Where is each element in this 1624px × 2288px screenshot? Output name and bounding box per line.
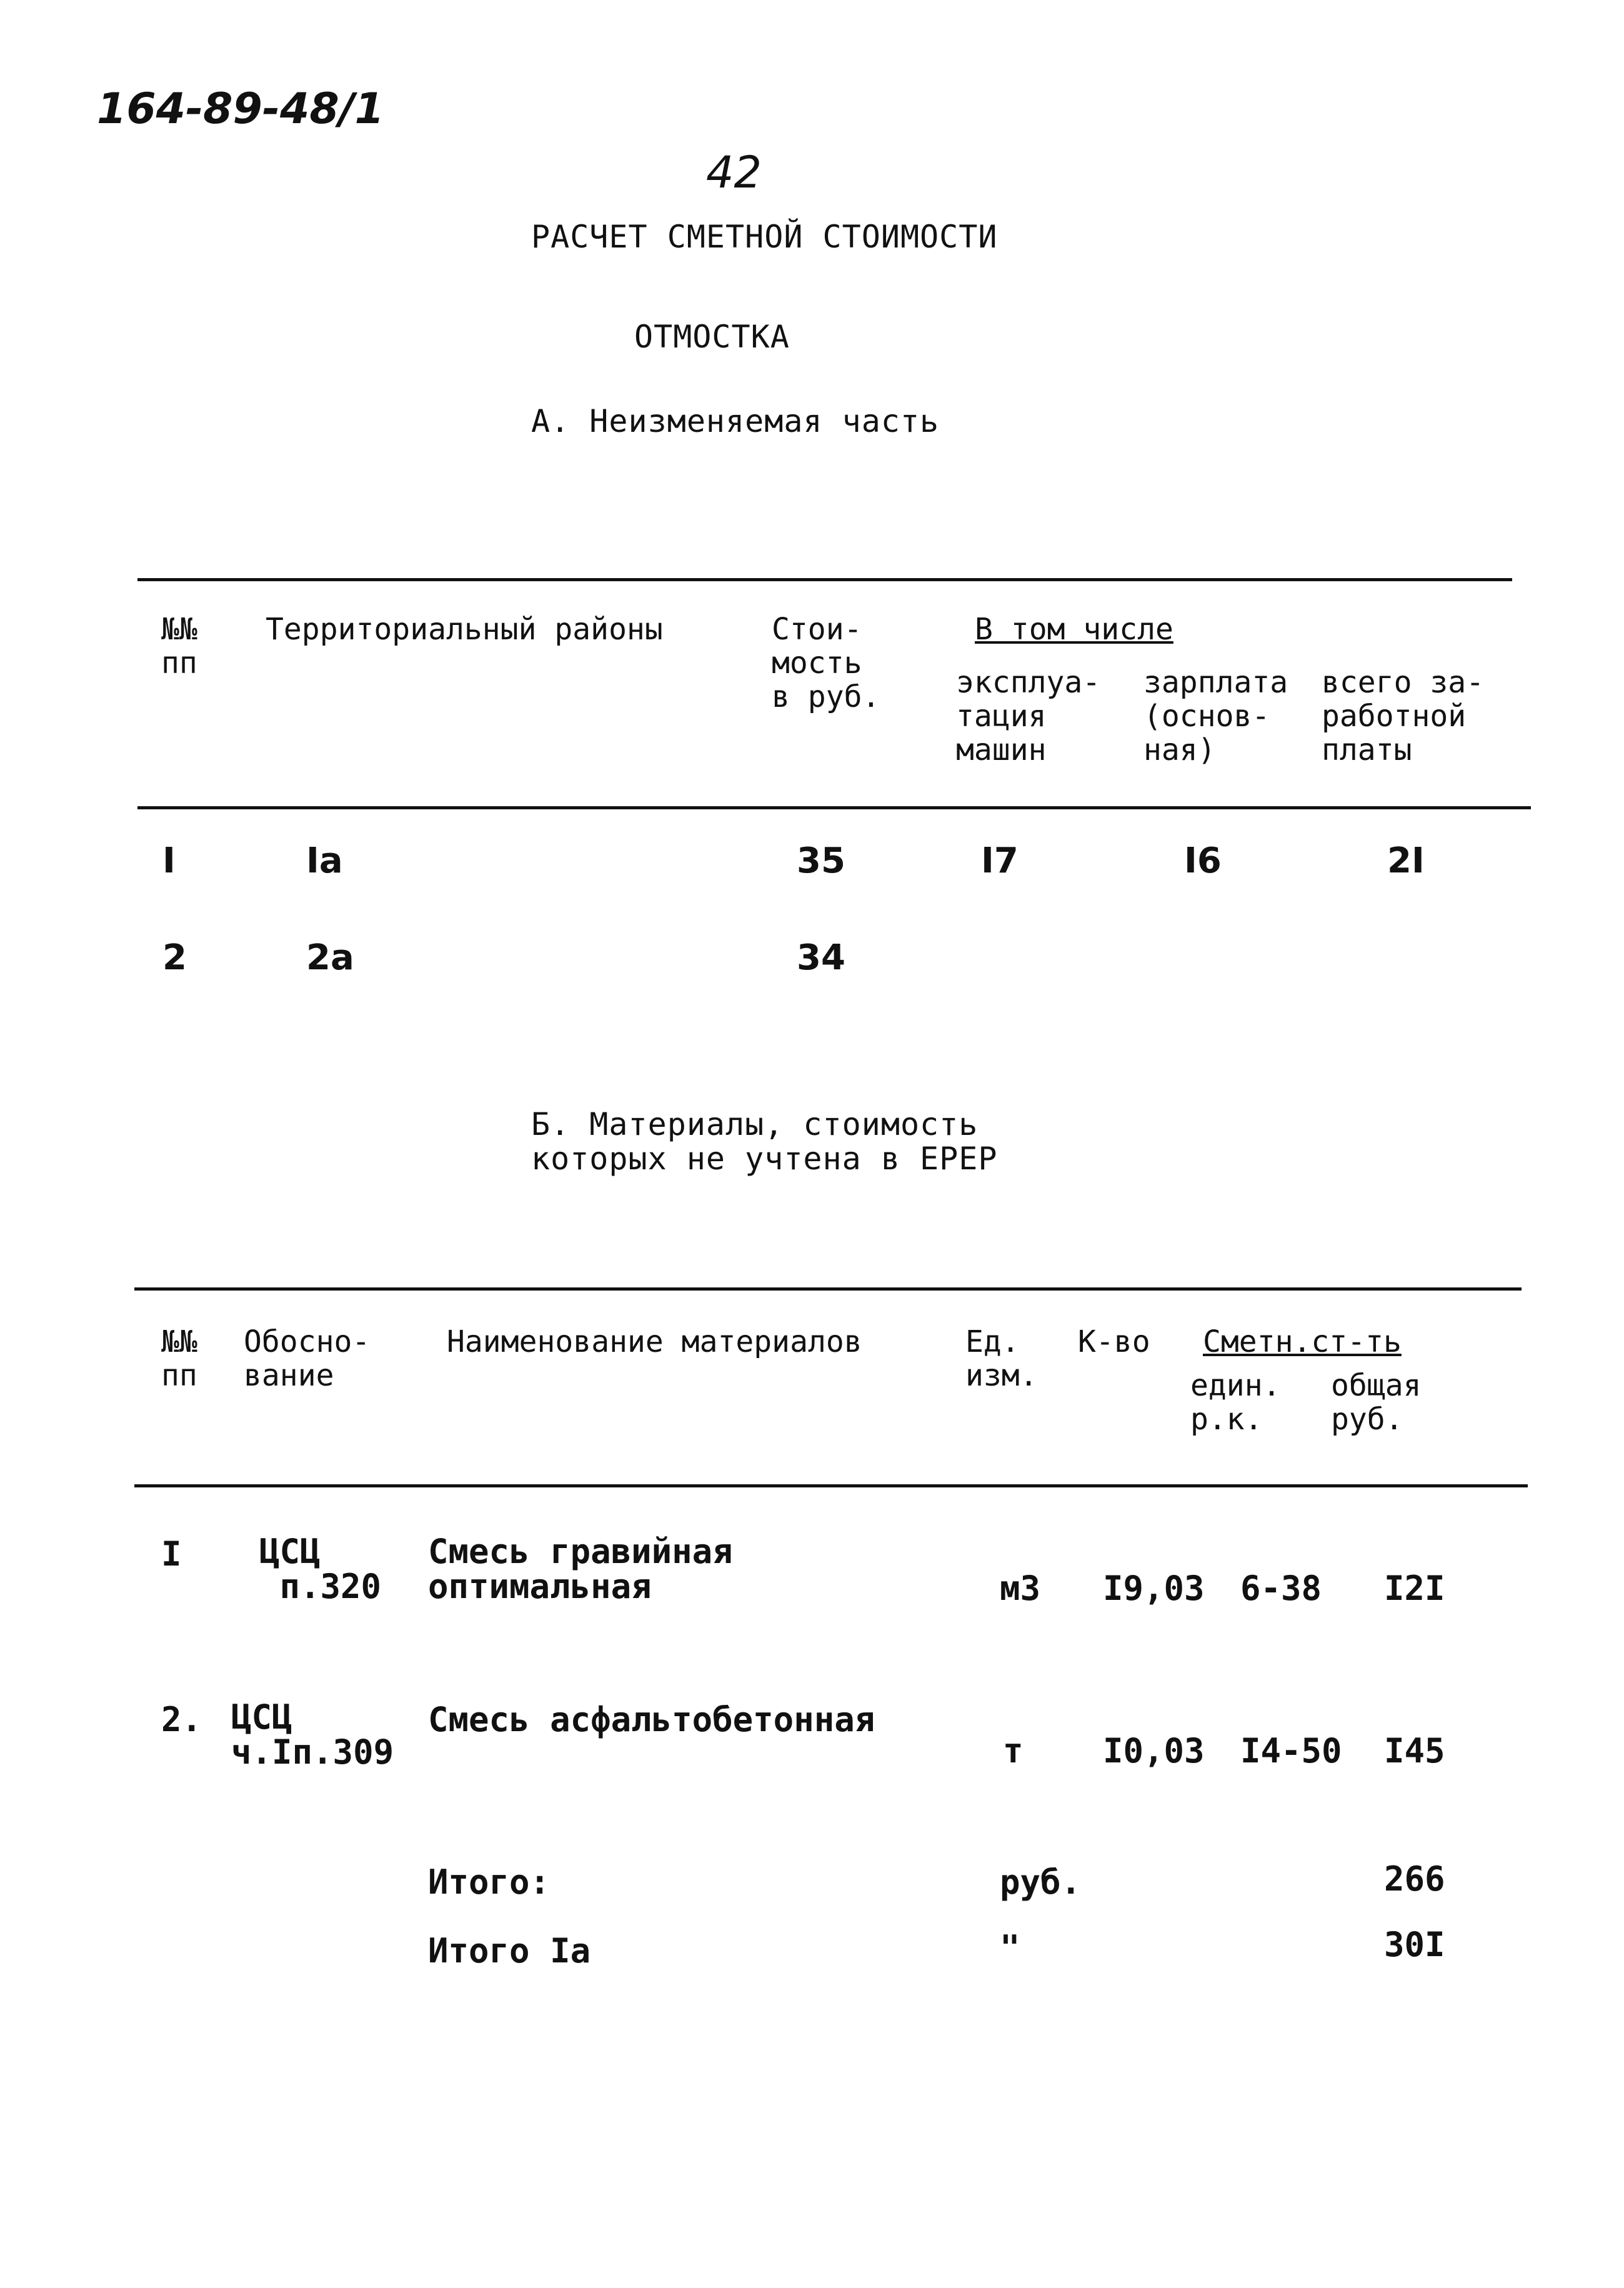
total-value: 266 [1384,1859,1445,1899]
section-b-heading-line2: которых не учтена в ЕРЕР [531,1141,998,1177]
total-unit: руб. [1000,1862,1082,1902]
total-ia-value: 30I [1384,1925,1445,1964]
table-a-header-incl: В том числе [975,612,1173,647]
table-a-top-rule [137,578,1512,581]
table-b-row-1-qty: I9,03 [1103,1569,1205,1608]
table-b-row-1-unit-cost: 6-38 [1240,1569,1322,1608]
table-a-row-1-region: Iа [306,841,343,881]
total-ia-label: Итого Iа [428,1931,591,1971]
table-b-header-total-cost: общая руб. [1331,1368,1422,1437]
table-a-row-1-expl: I7 [981,841,1019,881]
table-a-header-num: №№ пп [161,612,197,681]
table-a-header-rule [137,806,1531,809]
table-b-header-num: №№ пп [161,1324,197,1393]
table-a-row-1-total-wage: 2I [1387,841,1425,881]
table-b-row-2-total: I45 [1384,1731,1445,1771]
table-b-row-1-num: I [161,1534,182,1574]
table-b-header-cost: Сметн.ст-ть [1203,1324,1402,1359]
table-b-row-1-total: I2I [1384,1569,1445,1608]
document-code: 164-89-48/1 [97,84,384,134]
table-a-header-cost: Стои- мость в руб. [772,612,880,714]
table-b-row-2-unit-cost: I4-50 [1240,1731,1342,1771]
table-b-top-rule [134,1287,1522,1291]
table-b-row-2-unit: т [1003,1731,1024,1771]
table-b-row-1-name: Смесь гравийная оптимальная [428,1532,733,1606]
table-b-row-2-num: 2. [161,1700,202,1739]
section-a-heading: А. Неизменяемая часть [531,403,940,439]
table-b-header-unit-cost: един. р.к. [1190,1368,1281,1437]
table-a-header-total-wage: всего за- работной платы [1322,665,1485,767]
table-a-header-territory: Территориальный районы [266,612,663,647]
table-a-row-2-region: 2а [306,937,354,978]
table-b-header-unit: Ед. изм. [965,1324,1038,1393]
table-b-header-basis: Обосно- вание [244,1324,371,1393]
document-title: РАСЧЕТ СМЕТНОЙ СТОИМОСТИ [531,219,998,255]
table-a-row-1-wage: I6 [1184,841,1222,881]
total-label: Итого: [428,1862,550,1902]
document-subtitle: ОТМОСТКА [634,319,790,355]
table-a-row-1-num: I [162,841,176,881]
table-a-row-1-cost: 35 [797,841,845,881]
table-b-header-name: Наименование материалов [447,1324,862,1359]
table-b-row-1-unit: м3 [1000,1569,1041,1608]
table-a-header-expl: эксплуа- тация машин [956,665,1101,767]
table-b-row-2-qty: I0,03 [1103,1731,1205,1771]
table-b-row-1-basis: ЦСЦ п.320 [259,1532,382,1606]
table-a-row-2-cost: 34 [797,937,845,978]
table-b-header-qty: К-во [1078,1324,1150,1359]
page-number: 42 [706,147,762,198]
total-ia-unit: " [1000,1928,1020,1967]
section-b-heading-line1: Б. Материалы, стоимость [531,1106,979,1142]
table-b-row-2-name: Смесь асфальтобетонная [428,1700,875,1739]
table-a-row-2-num: 2 [162,937,187,978]
table-a-header-wage: зарплата (основ- ная) [1143,665,1288,767]
table-b-row-2-basis: ЦСЦ ч.Iп.309 [231,1697,394,1772]
table-b-header-rule [134,1484,1528,1487]
